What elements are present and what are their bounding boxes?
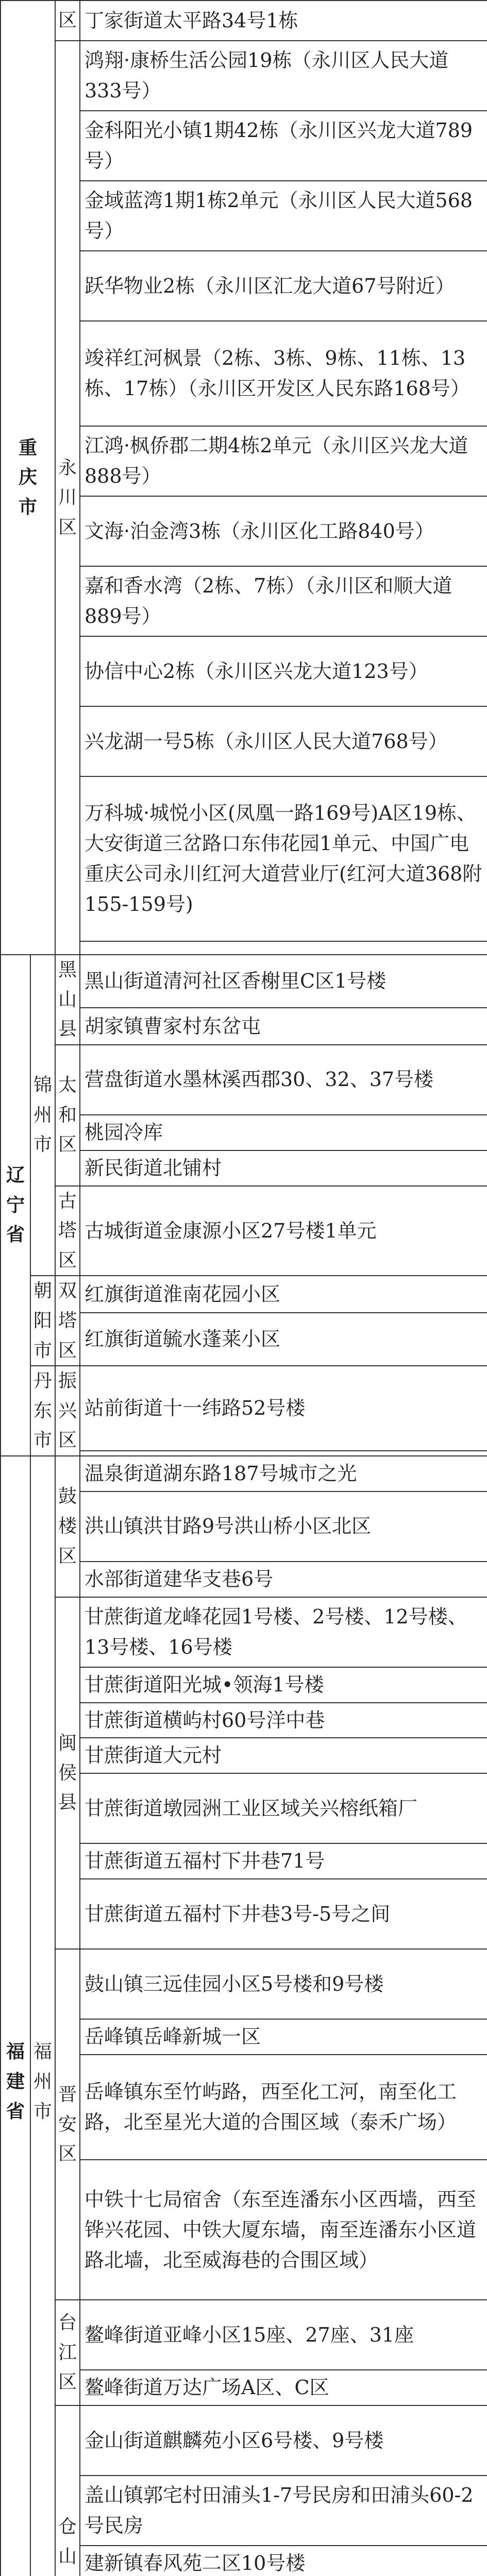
district-cell: 振兴区 — [55, 1366, 80, 1456]
district-cell: 古塔区 — [55, 1186, 80, 1276]
address-cell-spacer — [80, 1451, 487, 1456]
address-cell: 甘蔗街道龙峰花园1号楼、2号楼、12号楼、13号楼、16号楼 — [80, 1597, 487, 1667]
address-cell: 跃华物业2栋（永川区汇龙大道67号附近） — [80, 251, 487, 321]
address-cell: 甘蔗街道横屿村60号洋中巷 — [80, 1703, 487, 1738]
address-cell: 红旗街道淮南花园小区 — [80, 1276, 487, 1312]
address-cell: 新民街道北铺村 — [80, 1150, 487, 1186]
address-cell: 金科阳光小镇1期42栋（永川区兴龙大道789号） — [80, 111, 487, 181]
address-cell: 协信中心2栋（永川区兴龙大道123号） — [80, 636, 487, 706]
district-cell: 台江区 — [55, 2300, 80, 2405]
address-cell: 江鸿·枫侨郡二期4栋2单元（永川区兴龙大道888号） — [80, 426, 487, 496]
address-cell: 甘蔗街道墩园洲工业区域关兴榕纸箱厂 — [80, 1773, 487, 1843]
address-cell: 文海·泊金湾3栋（永川区化工路840号） — [80, 496, 487, 566]
address-cell: 站前街道十一纬路52号楼 — [80, 1366, 487, 1451]
address-cell: 丁家街道太平路34号1栋 — [80, 1, 487, 41]
address-cell: 金域蓝湾1期1栋2单元（永川区人民大道568号） — [80, 181, 487, 251]
city-cell: 丹东市 — [30, 1366, 55, 1456]
address-cell: 甘蔗街道五福村下井巷71号 — [80, 1843, 487, 1879]
province-cell: 重庆市 — [1, 1, 55, 955]
address-cell: 营盘街道水墨林溪西郡30、32、37号楼 — [80, 1045, 487, 1115]
address-cell: 水部街道建华支巷6号 — [80, 1562, 487, 1597]
address-cell: 岳峰镇岳峰新城一区 — [80, 2019, 487, 2055]
address-cell: 建新镇春风苑二区10号楼 — [80, 2546, 487, 2576]
district-cell: 区 — [55, 1, 80, 41]
city-cell: 朝阳市 — [30, 1276, 55, 1366]
district-cell: 太和区 — [55, 1045, 80, 1186]
address-cell: 岳峰镇东至竹屿路，西至化工河，南至化工路，北至星光大道的合围区域（泰禾广场） — [80, 2055, 487, 2160]
address-cell: 金山街道麒麟苑小区6号楼、9号楼 — [80, 2405, 487, 2476]
address-cell-spacer — [80, 941, 487, 946]
district-cell: 黑山县 — [55, 955, 80, 1045]
address-cell: 红旗街道毓水蓬莱小区 — [80, 1313, 487, 1366]
address-cell: 万科城·城悦小区(凤凰一路169号)A区19栋、大安街道三岔路口东伟花园1单元、中国广电重庆公司永川红河大道营业厅(红河大道368附155-159号) — [80, 776, 487, 941]
address-cell: 古城街道金康源小区27号楼1单元 — [80, 1186, 487, 1276]
address-cell: 鳌峰街道万达广场A区、C区 — [80, 2370, 487, 2405]
address-cell-spacer — [80, 946, 487, 950]
address-cell: 温泉街道湖东路187号城市之光 — [80, 1456, 487, 1492]
district-cell: 闽侯县 — [55, 1597, 80, 1950]
district-cell: 仓山 — [55, 2405, 80, 2576]
address-cell: 胡家镇曹家村东岔屯 — [80, 1008, 487, 1044]
address-cell: 鸿翔·康桥生活公园19栋（永川区人民大道333号） — [80, 41, 487, 111]
district-cell: 双塔区 — [55, 1276, 80, 1366]
address-cell-spacer — [80, 950, 487, 955]
address-cell: 甘蔗街道五福村下井巷3号-5号之间 — [80, 1879, 487, 1949]
address-cell: 嘉和香水湾（2栋、7栋）（永川区和顺大道889号） — [80, 566, 487, 636]
address-cell: 甘蔗街道阳光城•领海1号楼 — [80, 1667, 487, 1703]
address-cell: 黑山街道清河社区香榭里C区1号楼 — [80, 955, 487, 1008]
address-cell: 竣祥红河枫景（2栋、3栋、9栋、11栋、13栋、17栋）（永川区开发区人民东路168号） — [80, 321, 487, 426]
address-cell: 兴龙湖一号5栋（永川区人民大道768号） — [80, 706, 487, 776]
district-cell: 晋安区 — [55, 1949, 80, 2300]
district-cell: 永川区 — [55, 41, 80, 955]
city-cell: 福州市 — [30, 1456, 55, 2576]
address-cell: 甘蔗街道大元村 — [80, 1738, 487, 1773]
province-cell: 辽宁省 — [1, 955, 30, 1456]
address-cell: 桃园冷库 — [80, 1115, 487, 1150]
district-cell: 鼓楼区 — [55, 1456, 80, 1597]
address-cell: 中铁十七局宿舍（东至连潘东小区西墙，西至铧兴花园、中铁大厦东墙，南至连潘东小区道路北墙，北至威海巷的合围区域） — [80, 2160, 487, 2300]
province-cell: 福建省 — [1, 1456, 30, 2576]
address-cell: 鳌峰街道亚峰小区15座、27座、31座 — [80, 2300, 487, 2370]
address-cell: 洪山镇洪甘路9号洪山桥小区北区 — [80, 1492, 487, 1562]
address-cell: 鼓山镇三远佳园小区5号楼和9号楼 — [80, 1949, 487, 2019]
address-cell: 盖山镇郭宅村田浦头1-7号民房和田浦头60-2号民房 — [80, 2476, 487, 2546]
city-cell: 锦州市 — [30, 955, 55, 1276]
